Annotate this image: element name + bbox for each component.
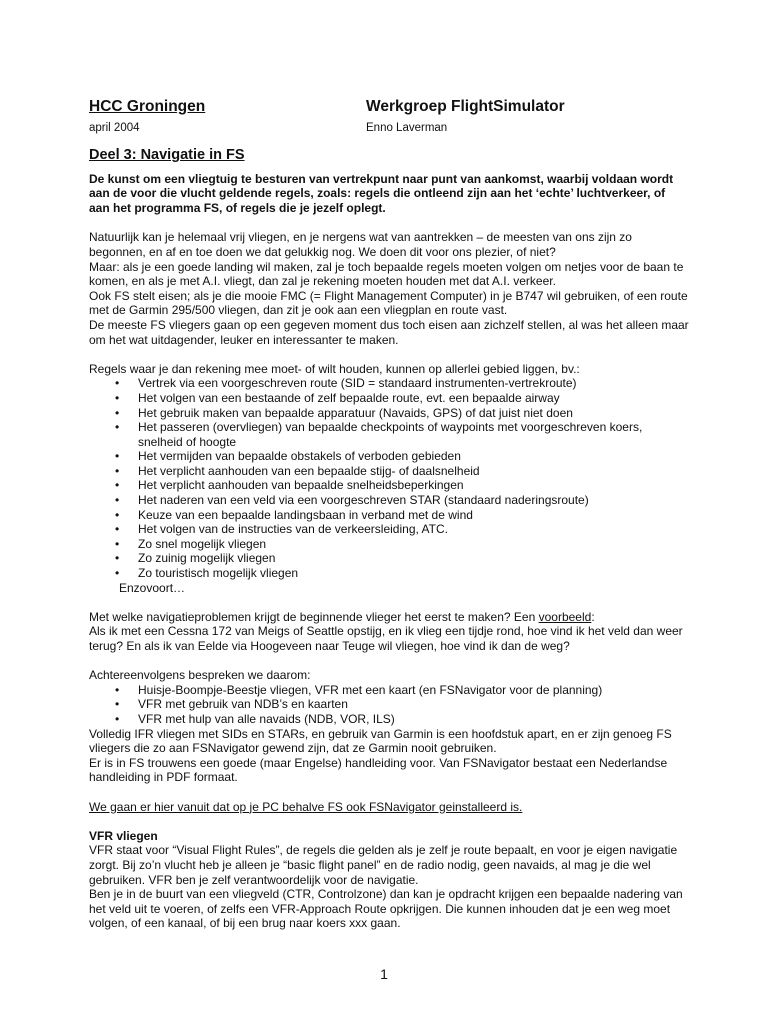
intro-paragraph-2: Maar: als je een goede landing wil maken, zal je toch bepaalde regels moeten volgen om netjes voor de baan te komen, en als je met A.I. vliegt, dan zal je rekening moeten houden met dat A.I. verkeer. (89, 259, 684, 289)
question-text: Met welke navigatieproblemen krijgt de beginnende vlieger het eerst te maken? Een (89, 609, 539, 624)
intro-paragraph-1: Natuurlijk kan je helemaal vrij vliegen, en je nergens wat van aantrekken – de meesten van ons zijn zo begonnen, en af en toe doen we dat gelukkig nog. We doen dit voor ons plezier, of niet? (89, 230, 632, 259)
list-item: • Het verplicht aanhouden van bepaalde snelheidsbeperkingen (89, 478, 689, 493)
list-item: • Keuze van een bepaalde landingsbaan in verband met de wind (89, 508, 689, 523)
intro-paragraph-3: Ook FS stelt eisen; als je die mooie FMC (= Flight Management Computer) in je B747 wil gebruiken, of een route met de Garmin 295/500 vliegen, dan zit je ook aan een vliegplan en route vast. (89, 288, 688, 318)
discuss-after-1: Volledig IFR vliegen met SIDs en STARs, en gebruik van Garmin is een hoofdstuk apart, en er zijn genoeg FS vliegers die zo aan FSNavigator gewend zijn, dat ze Garmin nooit gebruiken. (89, 726, 672, 756)
lead-paragraph: De kunst om een vliegtuig te besturen van vertrekpunt naar punt van aankomst, waarbij voldaan wordt aan de voor die vlucht geldende regels, zoals: regels die ontleend zijn aan het ‘echte’ luchtverkeer, of aan het programma FS, of regels die je jezelf oplegt. (89, 171, 674, 215)
discuss-after-2: Er is in FS trouwens een goede (maar Engelse) handleiding voor. Van FSNavigator bestaat een Nederlandse handleiding in PDF formaat. (89, 755, 668, 785)
list-item: • VFR met hulp van alle navaids (NDB, VOR, ILS) (89, 712, 689, 727)
group-name: Werkgroep FlightSimulator (366, 98, 565, 115)
discuss-intro: Achtereenvolgens bespreken we daarom: (89, 668, 311, 683)
question-tail: : (591, 609, 595, 624)
question-line (89, 610, 689, 625)
rules-intro: Regels waar je dan rekening mee moet- of wilt houden, kunnen op allerlei gebied liggen, bv.: (89, 361, 580, 376)
list-item: • Het vermijden van bepaalde obstakels of verboden gebieden (89, 449, 689, 464)
rules-list (89, 376, 689, 580)
header-row (89, 100, 689, 120)
author: Enno Laverman (366, 122, 448, 134)
assumption-note: We gaan er hier vanuit dat op je PC behalve FS ook FSNavigator geinstalleerd is. (89, 799, 523, 814)
discuss-list (89, 683, 689, 727)
list-item: • VFR met gebruik van NDB’s en kaarten (89, 697, 689, 712)
page-number: 1 (380, 966, 388, 982)
document-page (89, 100, 689, 931)
org-name: HCC Groningen (89, 98, 206, 115)
list-item: • Vertrek via een voorgeschreven route (SID = standaard instrumenten-vertrekroute) (89, 376, 689, 391)
date: april 2004 (89, 122, 140, 134)
vfr-heading: VFR vliegen (89, 828, 158, 843)
list-item: • Het passeren (overvliegen) van bepaalde checkpoints of waypoints met voorgeschreven koers, snelheid of hoogte (89, 420, 689, 449)
list-item: • Het naderen van een veld via een voorgeschreven STAR (standaard naderingsroute) (89, 493, 689, 508)
rules-etc: Enzovoort… (119, 580, 186, 595)
list-item: • Het verplicht aanhouden van een bepaalde stijg- of daalsnelheid (89, 464, 689, 479)
subheader-row (89, 120, 689, 142)
list-item: • Zo touristisch mogelijk vliegen (89, 566, 689, 581)
list-item: • Het volgen van de instructies van de verkeersleiding, ATC. (89, 522, 689, 537)
list-item: • Huisje-Boompje-Beestje vliegen, VFR met een kaart (en FSNavigator voor de planning) (89, 683, 689, 698)
intro-paragraph-4: De meeste FS vliegers gaan op een gegeven moment dus toch eisen aan zichzelf stellen, al was het alleen maar om het wat uitdagender, leuker en interessanter te maken. (89, 317, 689, 347)
vfr-paragraph-2: Ben je in de buurt van een vliegveld (CTR, Controlzone) dan kan je opdracht krijgen een bepaalde nadering van het veld uit te voeren, of zelfs een VFR-Approach Route opkrijgen. Die kunnen inhouden dat je een weg moet volgen, of een kanaal, of bij een brug naar koers xxx gaan. (89, 887, 683, 931)
question-line-2: Als ik met een Cessna 172 van Meigs of Seattle opstijg, en ik vlieg een tijdje rond, hoe vind ik het veld dan weer terug? En als ik van Eelde via Hoogeveen naar Teuge wil vliegen, hoe vind ik dan de weg? (89, 624, 683, 653)
list-item: • Het volgen van een bestaande of zelf bepaalde route, evt. een bepaalde airway (89, 391, 689, 406)
example-link[interactable]: voorbeeld (538, 609, 592, 624)
list-item: • Zo zuinig mogelijk vliegen (89, 551, 689, 566)
list-item: • Het gebruik maken van bepaalde apparatuur (Navaids, GPS) of dat juist niet doen (89, 406, 689, 421)
vfr-paragraph-1: VFR staat voor “Visual Flight Rules”, de regels die gelden als je zelf je route bepaalt, en voor je eigen navigatie zorgt. Bij zo’n vlucht heb je alleen je “basic flight panel” en de radio nodig, geen navaids, al mag je die wel gebruiken. VFR ben je zelf verantwoordelijk voor de navigatie. (89, 843, 678, 887)
section-title: Deel 3: Navigatie in FS (89, 147, 245, 163)
list-item: • Zo snel mogelijk vliegen (89, 537, 689, 552)
